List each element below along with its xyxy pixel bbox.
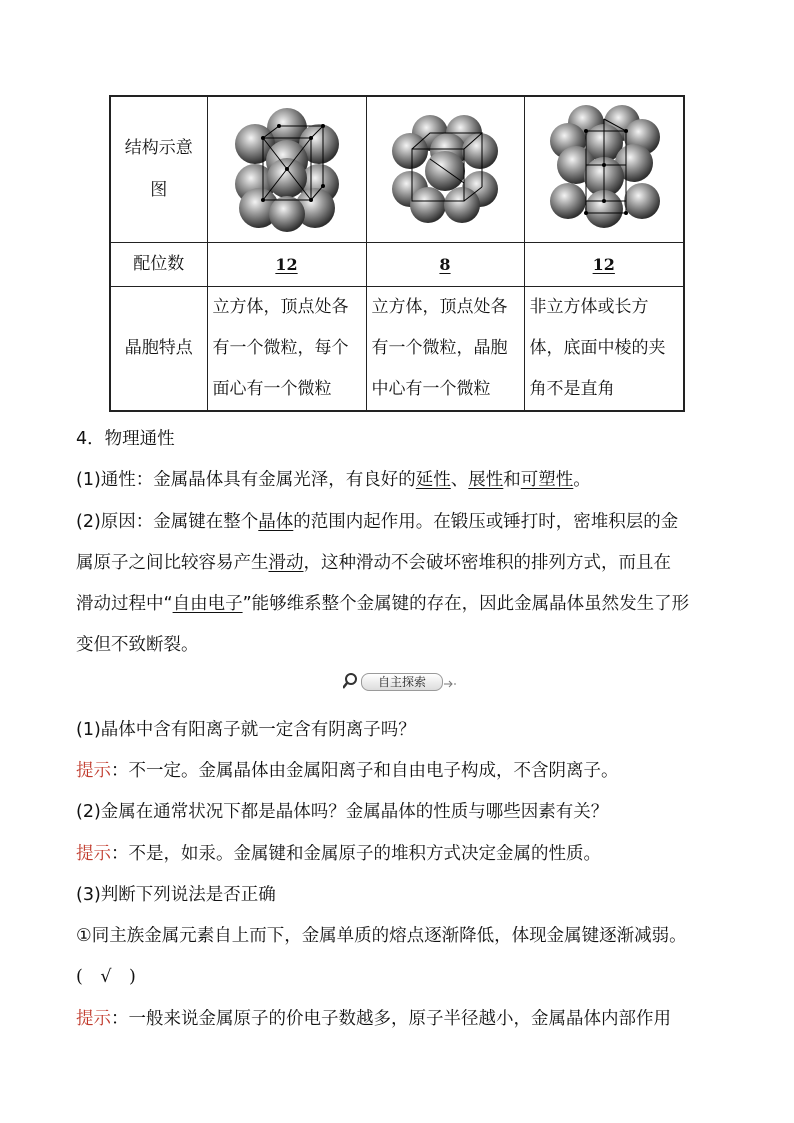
magnifier-icon [343,672,363,690]
feature-cell: 立方体，顶点处各 有一个微粒，晶胞 中心有一个微粒 [366,286,524,411]
hint-label: 提示 [76,844,111,864]
question-2: (2)金属在通常状况下都是晶体吗？金属晶体的性质与哪些因素有关？ [76,802,609,822]
table-row-structure [110,96,684,242]
hcp-structure-diagram [546,105,662,233]
statement-1: ①同主族金属元素自上而下，金属单质的熔点逐渐降低，体现金属键逐渐减弱。 [76,926,687,946]
pointer-icon [443,679,457,689]
paragraph-reason-line: 属原子之间比较容易产生滑动，这种滑动不会破坏密堆积的排列方式，而且在 [76,553,671,573]
answer-2: 提示：不是，如汞。金属键和金属原子的堆积方式决定金属的性质。 [76,844,601,864]
answer-3: 提示：一般来说金属原子的价电子数越多，原子半径越小，金属晶体内部作用 [76,1009,671,1029]
crystal-structure-table [109,95,685,412]
answer-1: 提示：不一定。金属晶体由金属阳离子和自由电子构成，不含阴离子。 [76,761,619,781]
row-label-features: 晶胞特点 [110,286,207,411]
paragraph-reason-line: 滑动过程中“自由电子”能够维系整个金属键的存在，因此金属晶体虽然发生了形 [76,594,690,614]
question-1: (1)晶体中含有阳离子就一定含有阴离子吗？ [76,720,416,740]
table-row-coordination [110,242,684,286]
bcc-diagram-cell [366,96,524,242]
paragraph-reason-line: (2)原因：金属键在整个晶体的范围内起作用。在锻压或锤打时，密堆积层的金 [76,512,679,532]
bcc-structure-diagram [390,111,500,227]
feature-cell: 立方体，顶点处各 有一个微粒，每个 面心有一个微粒 [207,286,366,411]
coordination-value: 8 [366,242,524,286]
fcc-diagram-cell [207,96,366,242]
feature-cell: 非立方体或长方 体，底面中棱的夹 角不是直角 [524,286,684,411]
hint-label: 提示 [76,1009,111,1029]
paragraph-properties: (1)通性：金属晶体具有金属光泽，有良好的延性、展性和可塑性。 [76,470,591,490]
explore-badge-label: 自主探索 [361,673,443,691]
coordination-value: 12 [524,242,684,286]
coordination-value: 12 [207,242,366,286]
row-label-structure: 结构示意 图 [110,96,207,242]
fcc-structure-diagram [227,106,347,232]
paragraph-reason-line: 变但不致断裂。 [76,635,199,655]
section-heading: 4．物理通性 [76,429,175,449]
hcp-diagram-cell [524,96,684,242]
row-label-coordination: 配位数 [110,242,207,286]
question-3: (3)判断下列说法是否正确 [76,885,276,905]
hint-label: 提示 [76,761,111,781]
statement-1-mark: ( √ ) [76,967,136,987]
table-row-features [110,286,684,411]
